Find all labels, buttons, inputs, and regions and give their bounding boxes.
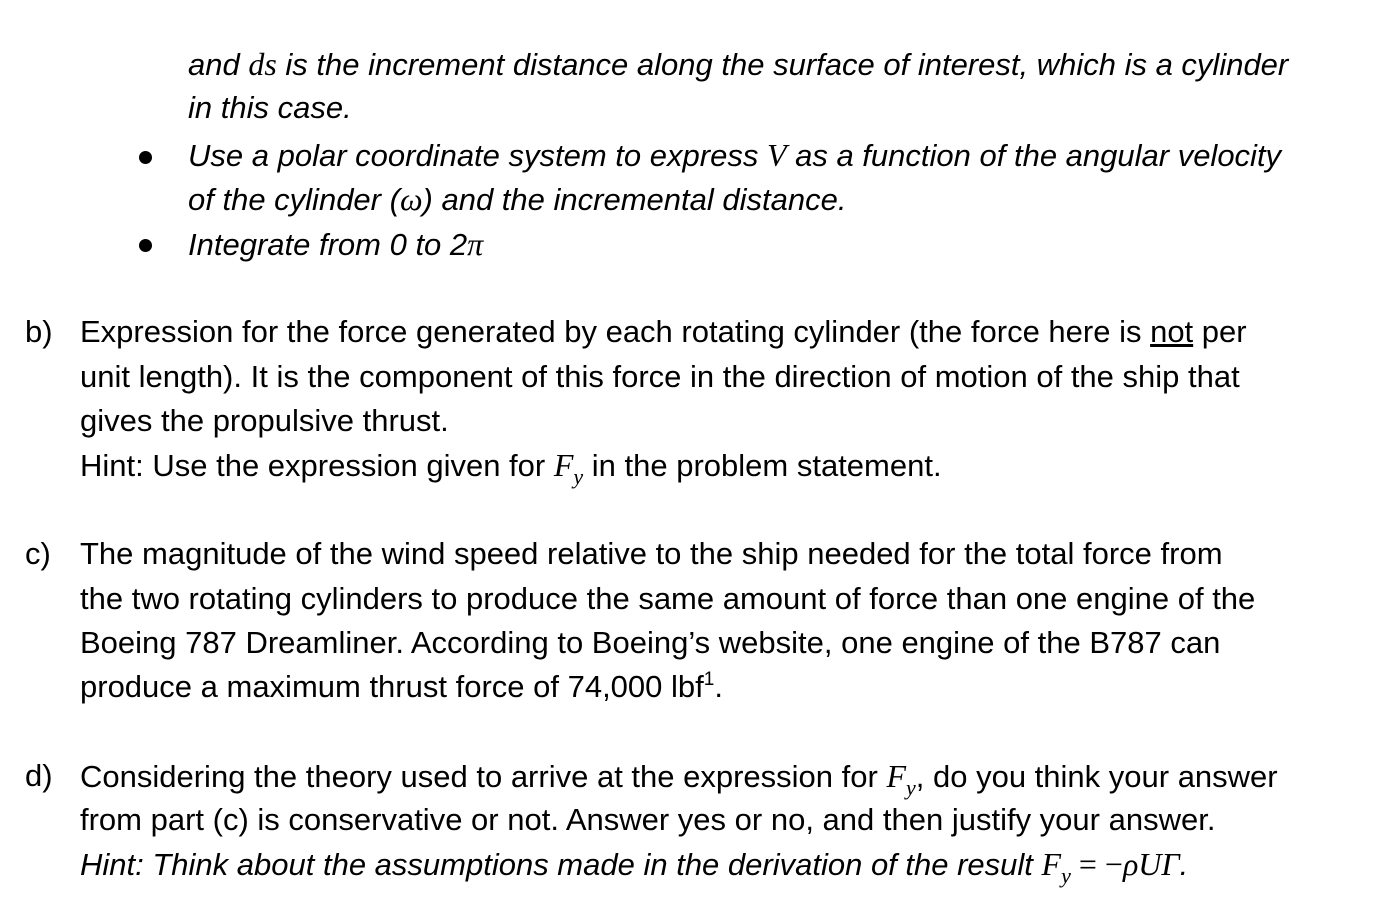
force-subscript: y [573,464,584,489]
item-c-line-3: Boeing 787 Dreamliner. According to Boeing’s website, one engine of the B787 can [80,625,1221,660]
item-d-label: d) [25,758,53,793]
item-c-label: c) [25,536,51,571]
item-d-line-1: Considering the theory used to arrive at the expression for $F_y$, do you think your answer [80,758,1278,800]
item-d-hint: Hint: Think about the assumptions made in the derivation of the result $F_y = -\rho U\Gamma$. [80,846,1189,888]
item-c-line-2: the two rotating cylinders to produce the same amount of force than one engine of the [80,581,1256,616]
bullet-1-line-2: of the cylinder (ω) and the incremental distance. [188,181,847,217]
intro-line-2: in this case. [188,90,352,125]
bullet-2-line-1: Integrate from 0 to 2π [188,226,484,262]
item-b-label: b) [25,314,53,349]
force-variable: F [1041,846,1062,882]
force-variable: F [553,447,574,483]
force-subscript: y [906,775,916,800]
item-c-line-4: produce a maximum thrust force of 74,000 lbf$^1$. [80,669,723,704]
pi-symbol: π [467,226,484,262]
item-d-line-2: from part (c) is conservative or not. Answer yes or no, and then justify your answer. [80,802,1216,837]
item-c-line-1: The magnitude of the wind speed relative to the ship needed for the total force from [80,536,1223,571]
item-b-line-1: Expression for the force generated by each rotating cylinder (the force here is not per [80,314,1247,349]
force-variable: F [886,758,906,794]
underlined-not: not [1150,314,1194,349]
item-b-line-3: gives the propulsive thrust. [80,403,449,438]
bullet-1-line-1: Use a polar coordinate system to express V as a function of the angular velocity [188,137,1282,173]
v-variable: V [766,137,787,173]
intro-line-1: and ds is the increment distance along the surface of interest, which is a cylinder [188,46,1289,82]
equals-minus: = − [1070,846,1123,882]
omega-variable: ω [399,181,423,217]
bullet-icon [139,151,152,164]
force-subscript: y [1061,863,1071,888]
footnote-marker: 1 [703,669,715,690]
item-b-hint: Hint: Use the expression given for $F_y$ in the problem statement. [80,447,942,489]
ds-variable: ds [248,46,277,82]
item-b-line-2: unit length). It is the component of this force in the direction of motion of the ship that [80,359,1240,394]
kutta-joukowski-rhs: ρUΓ [1122,846,1180,882]
bullet-icon [139,239,152,252]
